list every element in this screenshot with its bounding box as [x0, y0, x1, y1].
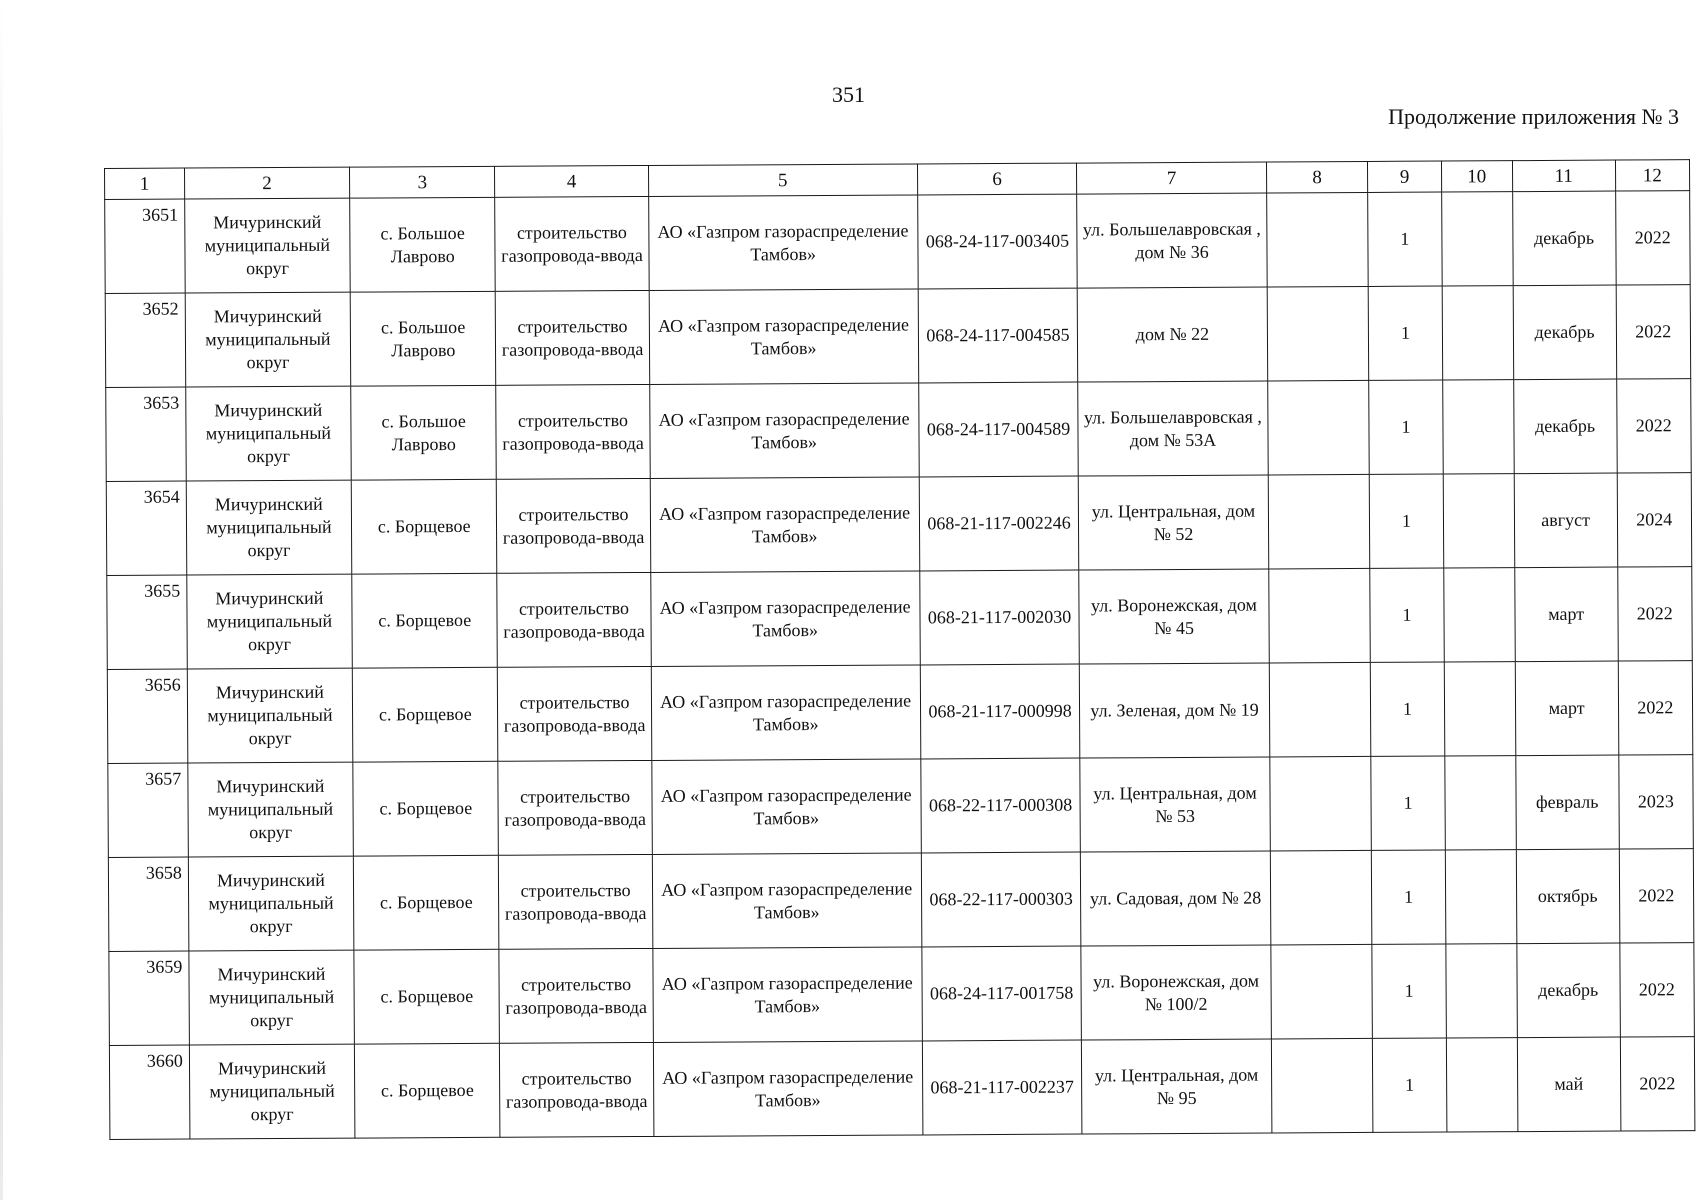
column-header: 7 — [1077, 162, 1266, 194]
cell-quantity: 1 — [1372, 944, 1446, 1038]
table-row — [108, 755, 1694, 858]
cell-settlement: с. Борщевое — [354, 1043, 500, 1138]
cell-row-number: 3656 — [107, 669, 187, 763]
cell-address: ул. Воронежская, дом № 45 — [1079, 569, 1269, 664]
cell-settlement: с. Борщевое — [353, 855, 499, 950]
cell-col8 — [1269, 756, 1371, 851]
cell-col10 — [1446, 1038, 1518, 1132]
cell-organization: АО «Газпром газораспределение Тамбов» — [651, 665, 921, 761]
cell-work-type: строительство газопровода-ввода — [498, 760, 652, 855]
cell-col10 — [1445, 944, 1517, 1038]
cell-row-number: 3657 — [108, 763, 188, 857]
cell-month: март — [1514, 567, 1617, 662]
table-row — [105, 285, 1691, 388]
cell-quantity: 1 — [1371, 662, 1445, 756]
cell-settlement: с. Борщевое — [352, 573, 498, 668]
cell-code: 068-24-117-004589 — [918, 382, 1078, 477]
cell-work-type: строительство газопровода-ввода — [496, 290, 650, 385]
cell-col8 — [1267, 286, 1369, 381]
cell-quantity: 1 — [1371, 756, 1445, 850]
column-header: 11 — [1512, 160, 1615, 192]
column-header: 12 — [1615, 160, 1690, 191]
column-header: 9 — [1368, 161, 1441, 192]
cell-year: 2022 — [1618, 661, 1693, 755]
table-row — [107, 567, 1693, 670]
cell-settlement: с. Борщевое — [351, 479, 497, 574]
cell-col8 — [1266, 192, 1368, 287]
table-row — [105, 191, 1691, 294]
cell-year: 2024 — [1617, 473, 1692, 567]
table-row — [107, 661, 1693, 764]
cell-col8 — [1269, 662, 1371, 757]
cell-code: 068-21-117-002237 — [922, 1040, 1082, 1135]
table-body — [105, 191, 1695, 1140]
cell-code: 068-21-117-002030 — [919, 570, 1079, 665]
cell-row-number: 3659 — [109, 951, 189, 1045]
cell-col10 — [1443, 568, 1515, 662]
column-header: 2 — [184, 167, 349, 199]
cell-address: ул. Центральная, дом № 52 — [1079, 475, 1269, 570]
cell-row-number: 3655 — [107, 575, 187, 669]
cell-district: Мичуринский муниципальный округ — [186, 480, 352, 575]
scan-edge-shadow — [0, 0, 3, 1200]
column-header: 10 — [1441, 161, 1512, 192]
cell-settlement: с. Большое Лаврово — [350, 197, 496, 292]
column-header: 8 — [1266, 161, 1368, 193]
cell-district: Мичуринский муниципальный округ — [188, 762, 354, 857]
table-row — [106, 379, 1692, 482]
cell-district: Мичуринский муниципальный округ — [189, 1044, 355, 1139]
cell-district: Мичуринский муниципальный округ — [187, 668, 353, 763]
cell-col8 — [1270, 850, 1372, 945]
page-number: 351 — [832, 82, 865, 107]
column-header: 5 — [648, 164, 917, 197]
cell-row-number: 3652 — [105, 293, 185, 387]
cell-col10 — [1444, 662, 1516, 756]
cell-row-number: 3654 — [106, 481, 186, 575]
cell-code: 068-22-117-000308 — [921, 758, 1081, 853]
table-row — [109, 943, 1695, 1046]
cell-address: ул. Большелавровская , дом № 53А — [1078, 381, 1268, 476]
cell-col8 — [1268, 474, 1370, 569]
cell-address: ул. Центральная, дом № 95 — [1082, 1039, 1272, 1134]
cell-code: 068-24-117-001758 — [922, 946, 1082, 1041]
cell-row-number: 3660 — [109, 1045, 189, 1139]
cell-year: 2022 — [1619, 849, 1694, 943]
cell-col10 — [1441, 192, 1513, 286]
cell-col10 — [1442, 286, 1514, 380]
cell-quantity: 1 — [1368, 192, 1442, 286]
table-row — [109, 1037, 1695, 1140]
table-row — [108, 849, 1694, 952]
cell-quantity: 1 — [1372, 850, 1446, 944]
cell-organization: АО «Газпром газораспределение Тамбов» — [650, 571, 920, 667]
cell-year: 2022 — [1617, 567, 1692, 661]
cell-settlement: с. Большое Лаврово — [350, 291, 496, 386]
appendix-caption: Продолжение приложения № 3 — [1388, 104, 1679, 129]
cell-address: ул. Большелавровская , дом № 36 — [1077, 193, 1267, 288]
cell-district: Мичуринский муниципальный округ — [189, 950, 355, 1045]
cell-settlement: с. Борщевое — [352, 667, 498, 762]
cell-code: 068-24-117-004585 — [918, 288, 1078, 383]
cell-col10 — [1444, 756, 1516, 850]
cell-address: дом № 22 — [1078, 287, 1268, 382]
cell-organization: АО «Газпром газораспределение Тамбов» — [649, 289, 919, 385]
cell-row-number: 3653 — [106, 387, 186, 481]
cell-work-type: строительство газопровода-ввода — [499, 948, 653, 1043]
cell-month: февраль — [1516, 755, 1619, 850]
cell-col10 — [1442, 380, 1514, 474]
cell-quantity: 1 — [1369, 286, 1443, 380]
cell-district: Мичуринский муниципальный округ — [187, 574, 353, 669]
cell-organization: АО «Газпром газораспределение Тамбов» — [652, 947, 922, 1043]
cell-quantity: 1 — [1369, 380, 1443, 474]
cell-district: Мичуринский муниципальный округ — [188, 856, 354, 951]
cell-month: декабрь — [1513, 285, 1616, 380]
cell-district: Мичуринский муниципальный округ — [185, 198, 351, 293]
cell-address: ул. Зеленая, дом № 19 — [1080, 663, 1270, 758]
cell-month: май — [1517, 1037, 1620, 1132]
cell-year: 2022 — [1616, 285, 1691, 379]
cell-organization: АО «Газпром газораспределение Тамбов» — [648, 195, 918, 291]
cell-year: 2022 — [1619, 943, 1694, 1037]
cell-col10 — [1443, 474, 1515, 568]
cell-work-type: строительство газопровода-ввода — [495, 196, 649, 291]
cell-settlement: с. Борщевое — [353, 761, 499, 856]
cell-code: 068-21-117-002246 — [919, 476, 1079, 571]
cell-quantity: 1 — [1373, 1038, 1447, 1132]
cell-month: декабрь — [1517, 943, 1620, 1038]
cell-code: 068-24-117-003405 — [917, 194, 1077, 289]
cell-col10 — [1445, 850, 1517, 944]
cell-month: март — [1515, 661, 1618, 756]
cell-quantity: 1 — [1370, 568, 1444, 662]
cell-month: декабрь — [1512, 191, 1615, 286]
cell-address: ул. Садовая, дом № 28 — [1081, 851, 1271, 946]
cell-quantity: 1 — [1370, 474, 1444, 568]
cell-month: октябрь — [1516, 849, 1619, 944]
cell-district: Мичуринский муниципальный округ — [186, 386, 352, 481]
cell-row-number: 3651 — [105, 199, 185, 293]
cell-row-number: 3658 — [108, 857, 188, 951]
cell-year: 2022 — [1615, 191, 1690, 285]
cell-address: ул. Воронежская, дом № 100/2 — [1081, 945, 1271, 1040]
column-header: 1 — [105, 168, 185, 199]
cell-year: 2022 — [1616, 379, 1691, 473]
table-container — [104, 159, 1695, 1140]
cell-organization: АО «Газпром газораспределение Тамбов» — [650, 477, 920, 573]
cell-work-type: строительство газопровода-ввода — [497, 572, 651, 667]
cell-code: 068-21-117-000998 — [920, 664, 1080, 759]
cell-work-type: строительство газопровода-ввода — [498, 666, 652, 761]
table-row — [106, 473, 1692, 576]
cell-month: август — [1514, 473, 1617, 568]
cell-month: декабрь — [1513, 379, 1616, 474]
cell-col8 — [1267, 380, 1369, 475]
cell-work-type: строительство газопровода-ввода — [499, 854, 653, 949]
cell-col8 — [1270, 944, 1372, 1039]
cell-district: Мичуринский муниципальный округ — [185, 292, 351, 387]
cell-col8 — [1271, 1038, 1373, 1133]
cell-code: 068-22-117-000303 — [921, 852, 1081, 947]
objects-table — [104, 159, 1695, 1140]
cell-year: 2023 — [1618, 755, 1693, 849]
cell-work-type: строительство газопровода-ввода — [500, 1042, 654, 1137]
cell-settlement: с. Большое Лаврово — [351, 385, 497, 480]
cell-organization: АО «Газпром газораспределение Тамбов» — [651, 759, 921, 855]
cell-settlement: с. Борщевое — [354, 949, 500, 1044]
column-header: 4 — [495, 165, 648, 197]
cell-organization: АО «Газпром газораспределение Тамбов» — [649, 383, 919, 479]
cell-year: 2022 — [1620, 1037, 1695, 1131]
cell-col8 — [1268, 568, 1370, 663]
cell-work-type: строительство газопровода-ввода — [496, 384, 650, 479]
column-header: 6 — [917, 163, 1077, 195]
cell-organization: АО «Газпром газораспределение Тамбов» — [652, 853, 922, 949]
column-header: 3 — [350, 166, 496, 198]
cell-organization: АО «Газпром газораспределение Тамбов» — [653, 1041, 923, 1137]
cell-work-type: строительство газопровода-ввода — [497, 478, 651, 573]
cell-address: ул. Центральная, дом № 53 — [1080, 757, 1270, 852]
